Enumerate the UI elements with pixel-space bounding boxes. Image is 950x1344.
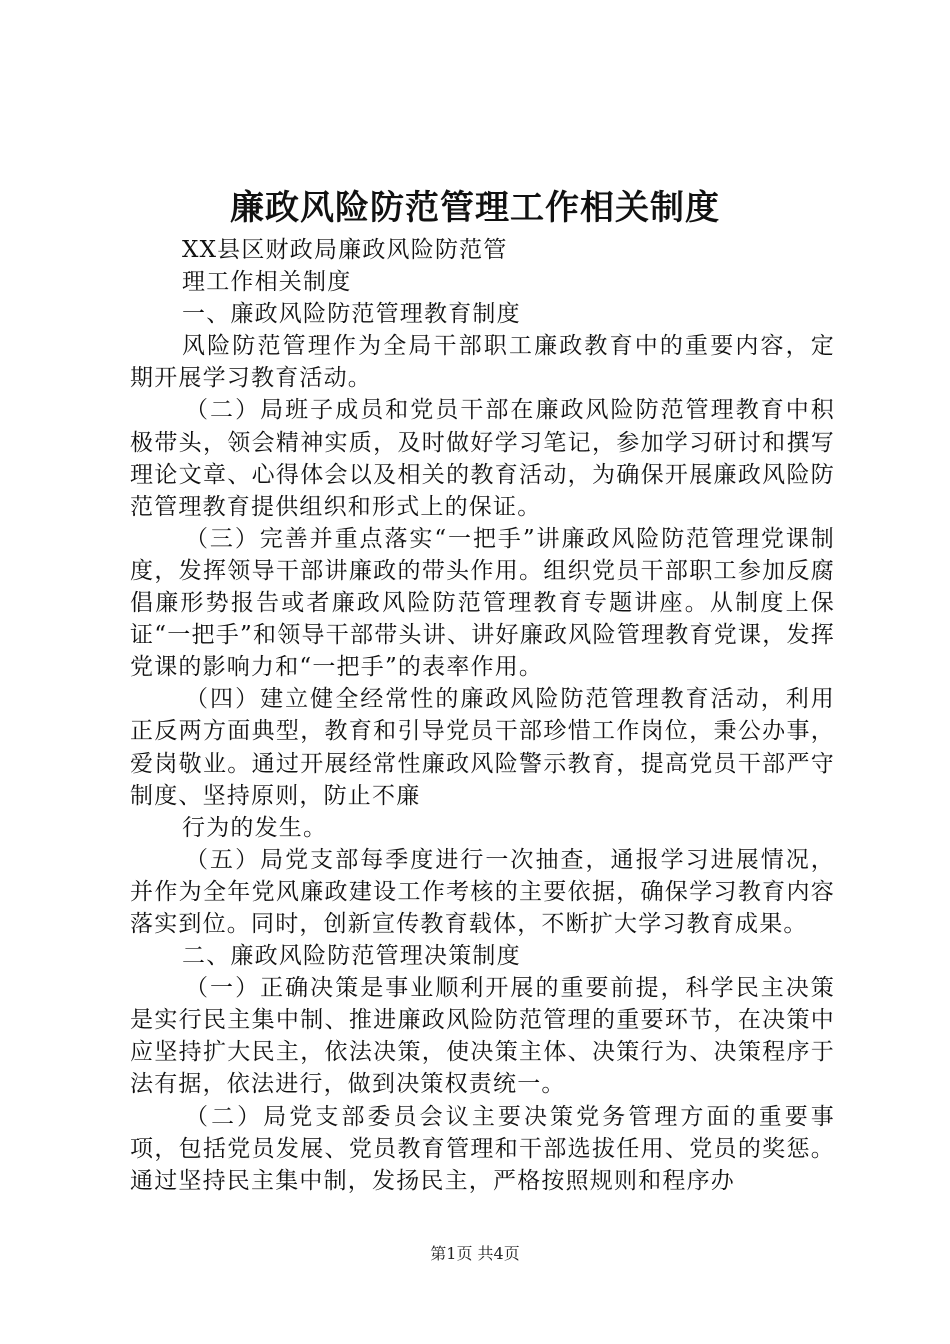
paragraph: （二）局党支部委员会议主要决策党务管理方面的重要事项，包括党员发展、党员教育管理和干部选拔任用、党员的奖惩。通过坚持民主集中制，发扬民主，严格按照规则和程序办 — [130, 1103, 835, 1194]
paragraph: 行为的发生。 — [182, 814, 328, 841]
document-body — [130, 234, 835, 1197]
paragraph: （二）局班子成员和党员干部在廉政风险防范管理教育中积极带头，领会精神实质，及时做好学习笔记，参加学习研讨和撰写理论文章、心得体会以及相关的教育活动，为确保开展廉政风险防范管理教育提供组织和形式上的保证。 — [130, 397, 835, 520]
paragraph: （四）建立健全经常性的廉政风险防范管理教育活动，利用正反两方面典型，教育和引导党员干部珍惜工作岗位，秉公办事，爱岗敬业。通过开展经常性廉政风险警示教育，提高党员干部严守制度、坚持原则，防止不廉 — [130, 686, 835, 809]
page-footer: 第1页 共4页 — [430, 1244, 520, 1263]
paragraph-heading-2: 理工作相关制度 — [182, 269, 352, 296]
document-title: 廉政风险防范管理工作相关制度 — [230, 188, 720, 228]
paragraph: （一）正确决策是事业顺利开展的重要前提，科学民主决策是实行民主集中制、推进廉政风险防范管理的重要环节，在决策中应坚持扩大民主，依法决策，使决策主体、决策行为、决策程序于法有据，依法进行，做到决策权责统一。 — [130, 975, 835, 1098]
section-heading-decision: 二、廉政风险防范管理决策制度 — [182, 943, 521, 970]
paragraph: （五）局党支部每季度进行一次抽查，通报学习进展情况，并作为全年党风廉政建设工作考核的主要依据，确保学习教育内容落实到位。同时，创新宣传教育载体，不断扩大学习教育成果。 — [130, 846, 835, 937]
paragraph: （三）完善并重点落实“一把手”讲廉政风险防范管理党课制度，发挥领导干部讲廉政的带头作用。组织党员干部职工参加反腐倡廉形势报告或者廉政风险防范管理教育专题讲座。从制度上保证“一把手”和领导干部带头讲、讲好廉政风险管理教育党课，发挥党课的影响力和“一把手”的表率作用。 — [130, 525, 835, 681]
paragraph: 风险防范管理作为全局干部职工廉政教育中的重要内容，定期开展学习教育活动。 — [130, 333, 835, 392]
section-heading-education: 一、廉政风险防范管理教育制度 — [182, 301, 521, 328]
paragraph-heading-1: XX县区财政局廉政风险防范管 — [182, 237, 508, 263]
